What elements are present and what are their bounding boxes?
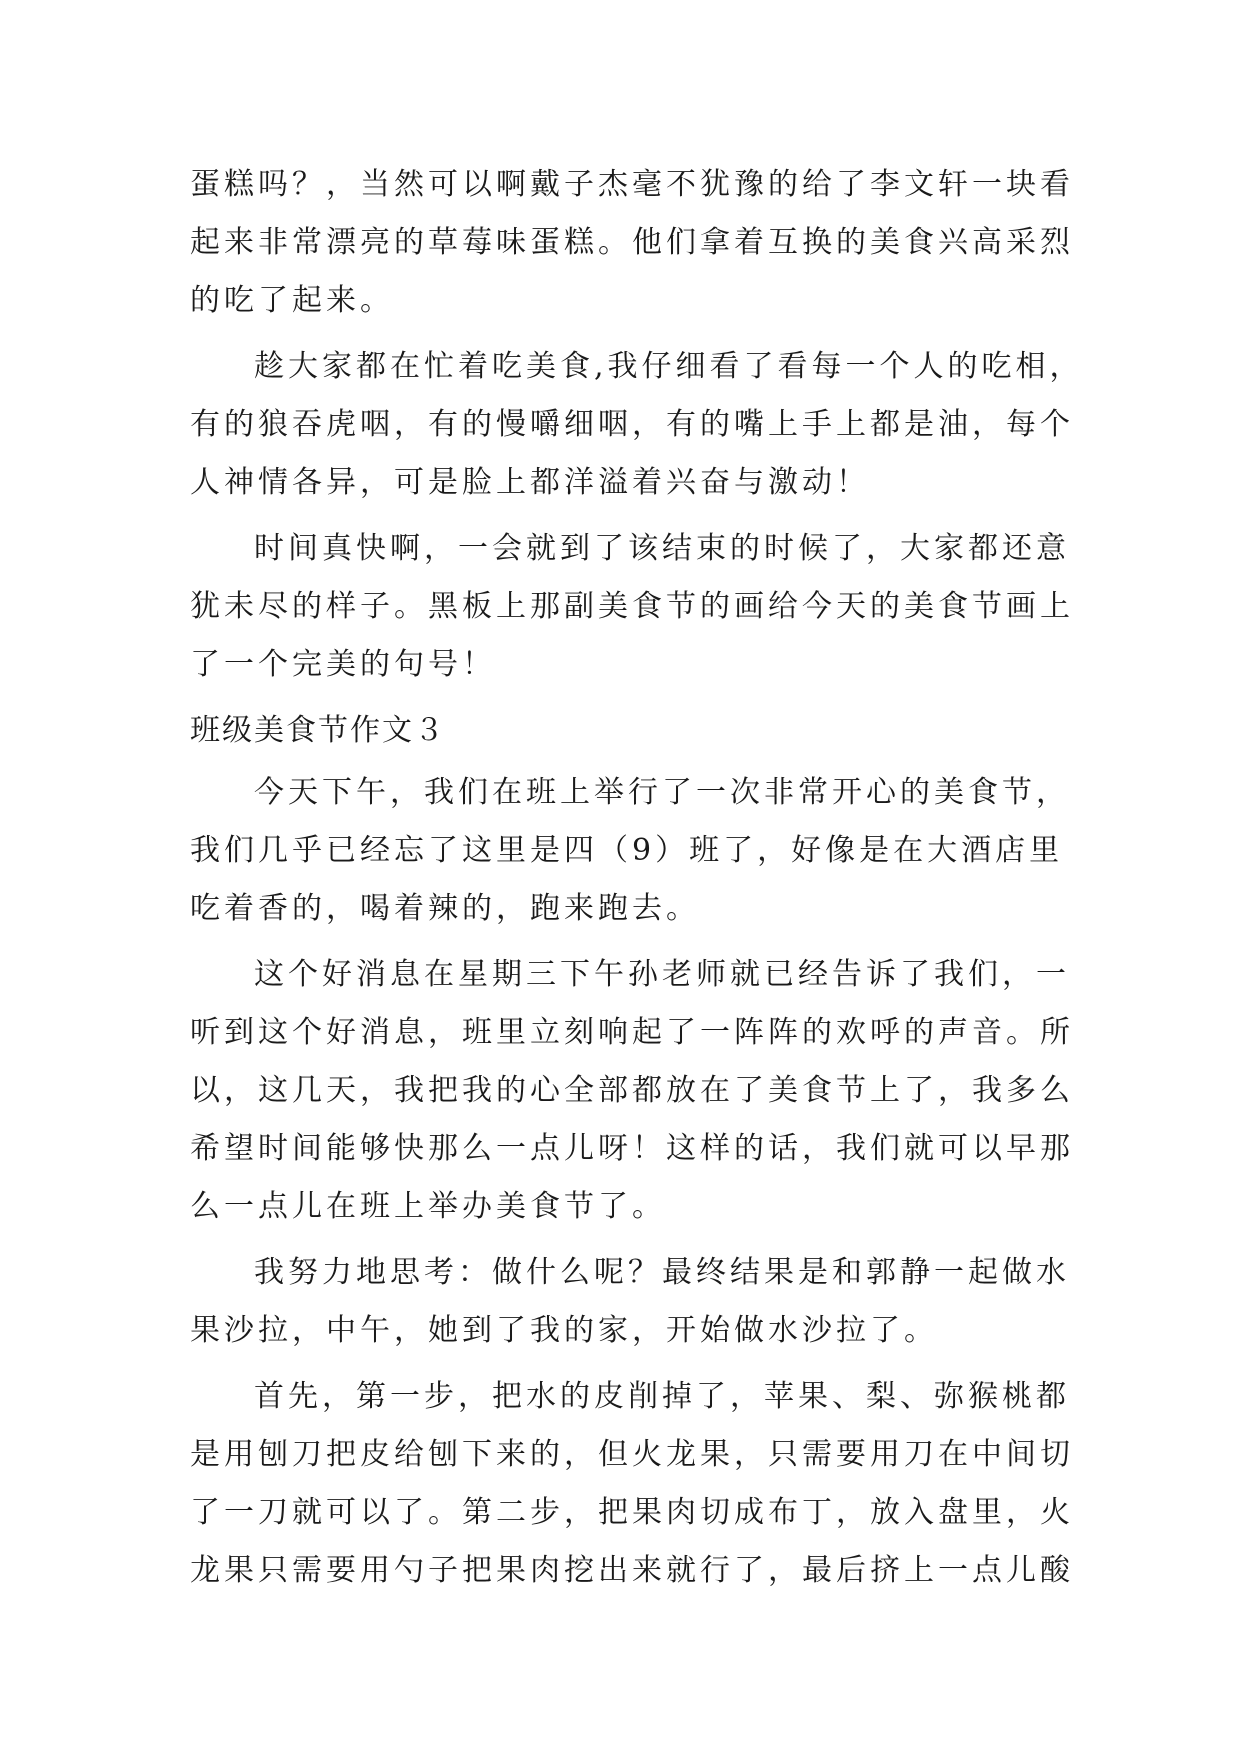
text-line: 今天下午，我们在班上举行了一次非常开心的美食节， [254,775,1070,810]
text-line: 时间真快啊，一会就到了该结束的时候了，大家都还意 [254,531,1070,566]
text-line: 犹未尽的样子。黑板上那副美食节的画给今天的美食节画上 [190,589,1074,624]
text-line: 这个好消息在星期三下午孙老师就已经告诉了我们，一 [254,957,1070,992]
text-line: 以，这几天，我把我的心全部都放在了美食节上了，我多么 [190,1073,1074,1108]
text-line: 趁大家都在忙着吃美食,我仔细看了看每一个人的吃相， [254,349,1084,384]
text-line: 有的狼吞虎咽，有的慢嚼细咽，有的嘴上手上都是油，每个 [190,407,1074,442]
text-line: 么一点儿在班上举办美食节了。 [190,1189,666,1224]
text-line: 人神情各异，可是脸上都洋溢着兴奋与激动！ [190,465,870,500]
paragraph-3 [190,520,1074,694]
paragraph-7 [190,1368,1074,1600]
document-page [190,156,1084,1608]
text-line: 起来非常漂亮的草莓味蛋糕。他们拿着互换的美食兴高采烈 [190,225,1074,260]
text-line: 希望时间能够快那么一点儿呀！这样的话，我们就可以早那 [190,1131,1074,1166]
text-line: 听到这个好消息，班里立刻响起了一阵阵的欢呼的声音。所 [190,1015,1074,1050]
paragraph-6 [190,1244,1070,1360]
text-line: 的吃了起来。 [190,283,394,318]
text-line: 了一刀就可以了。第二步，把果肉切成布丁，放入盘里，火 [190,1495,1074,1530]
text-line: 是用刨刀把皮给刨下来的，但火龙果，只需要用刀在中间切 [190,1437,1074,1472]
text-line: 龙果只需要用勺子把果肉挖出来就行了，最后挤上一点儿酸 [190,1553,1074,1588]
text-line: 吃着香的，喝着辣的，跑来跑去。 [190,891,700,926]
text-line: 蛋糕吗？，当然可以啊戴子杰毫不犹豫的给了李文轩一块看 [190,167,1074,202]
text-line: 我努力地思考：做什么呢？最终结果是和郭静一起做水 [254,1255,1070,1290]
text-line: 了一个完美的句号！ [190,647,496,682]
section-heading: 班级美食节作文３ [190,713,446,748]
paragraph-1 [190,156,1074,330]
text-line: 果沙拉，中午，她到了我的家，开始做水沙拉了。 [190,1313,938,1348]
paragraph-5 [190,946,1074,1236]
paragraph-2 [190,338,1084,512]
text-line: 我们几乎已经忘了这里是四（9）班了，好像是在大酒店里 [190,833,1064,868]
text-line: 首先，第一步，把水的皮削掉了，苹果、梨、弥猴桃都 [254,1379,1070,1414]
paragraph-4 [190,764,1070,938]
